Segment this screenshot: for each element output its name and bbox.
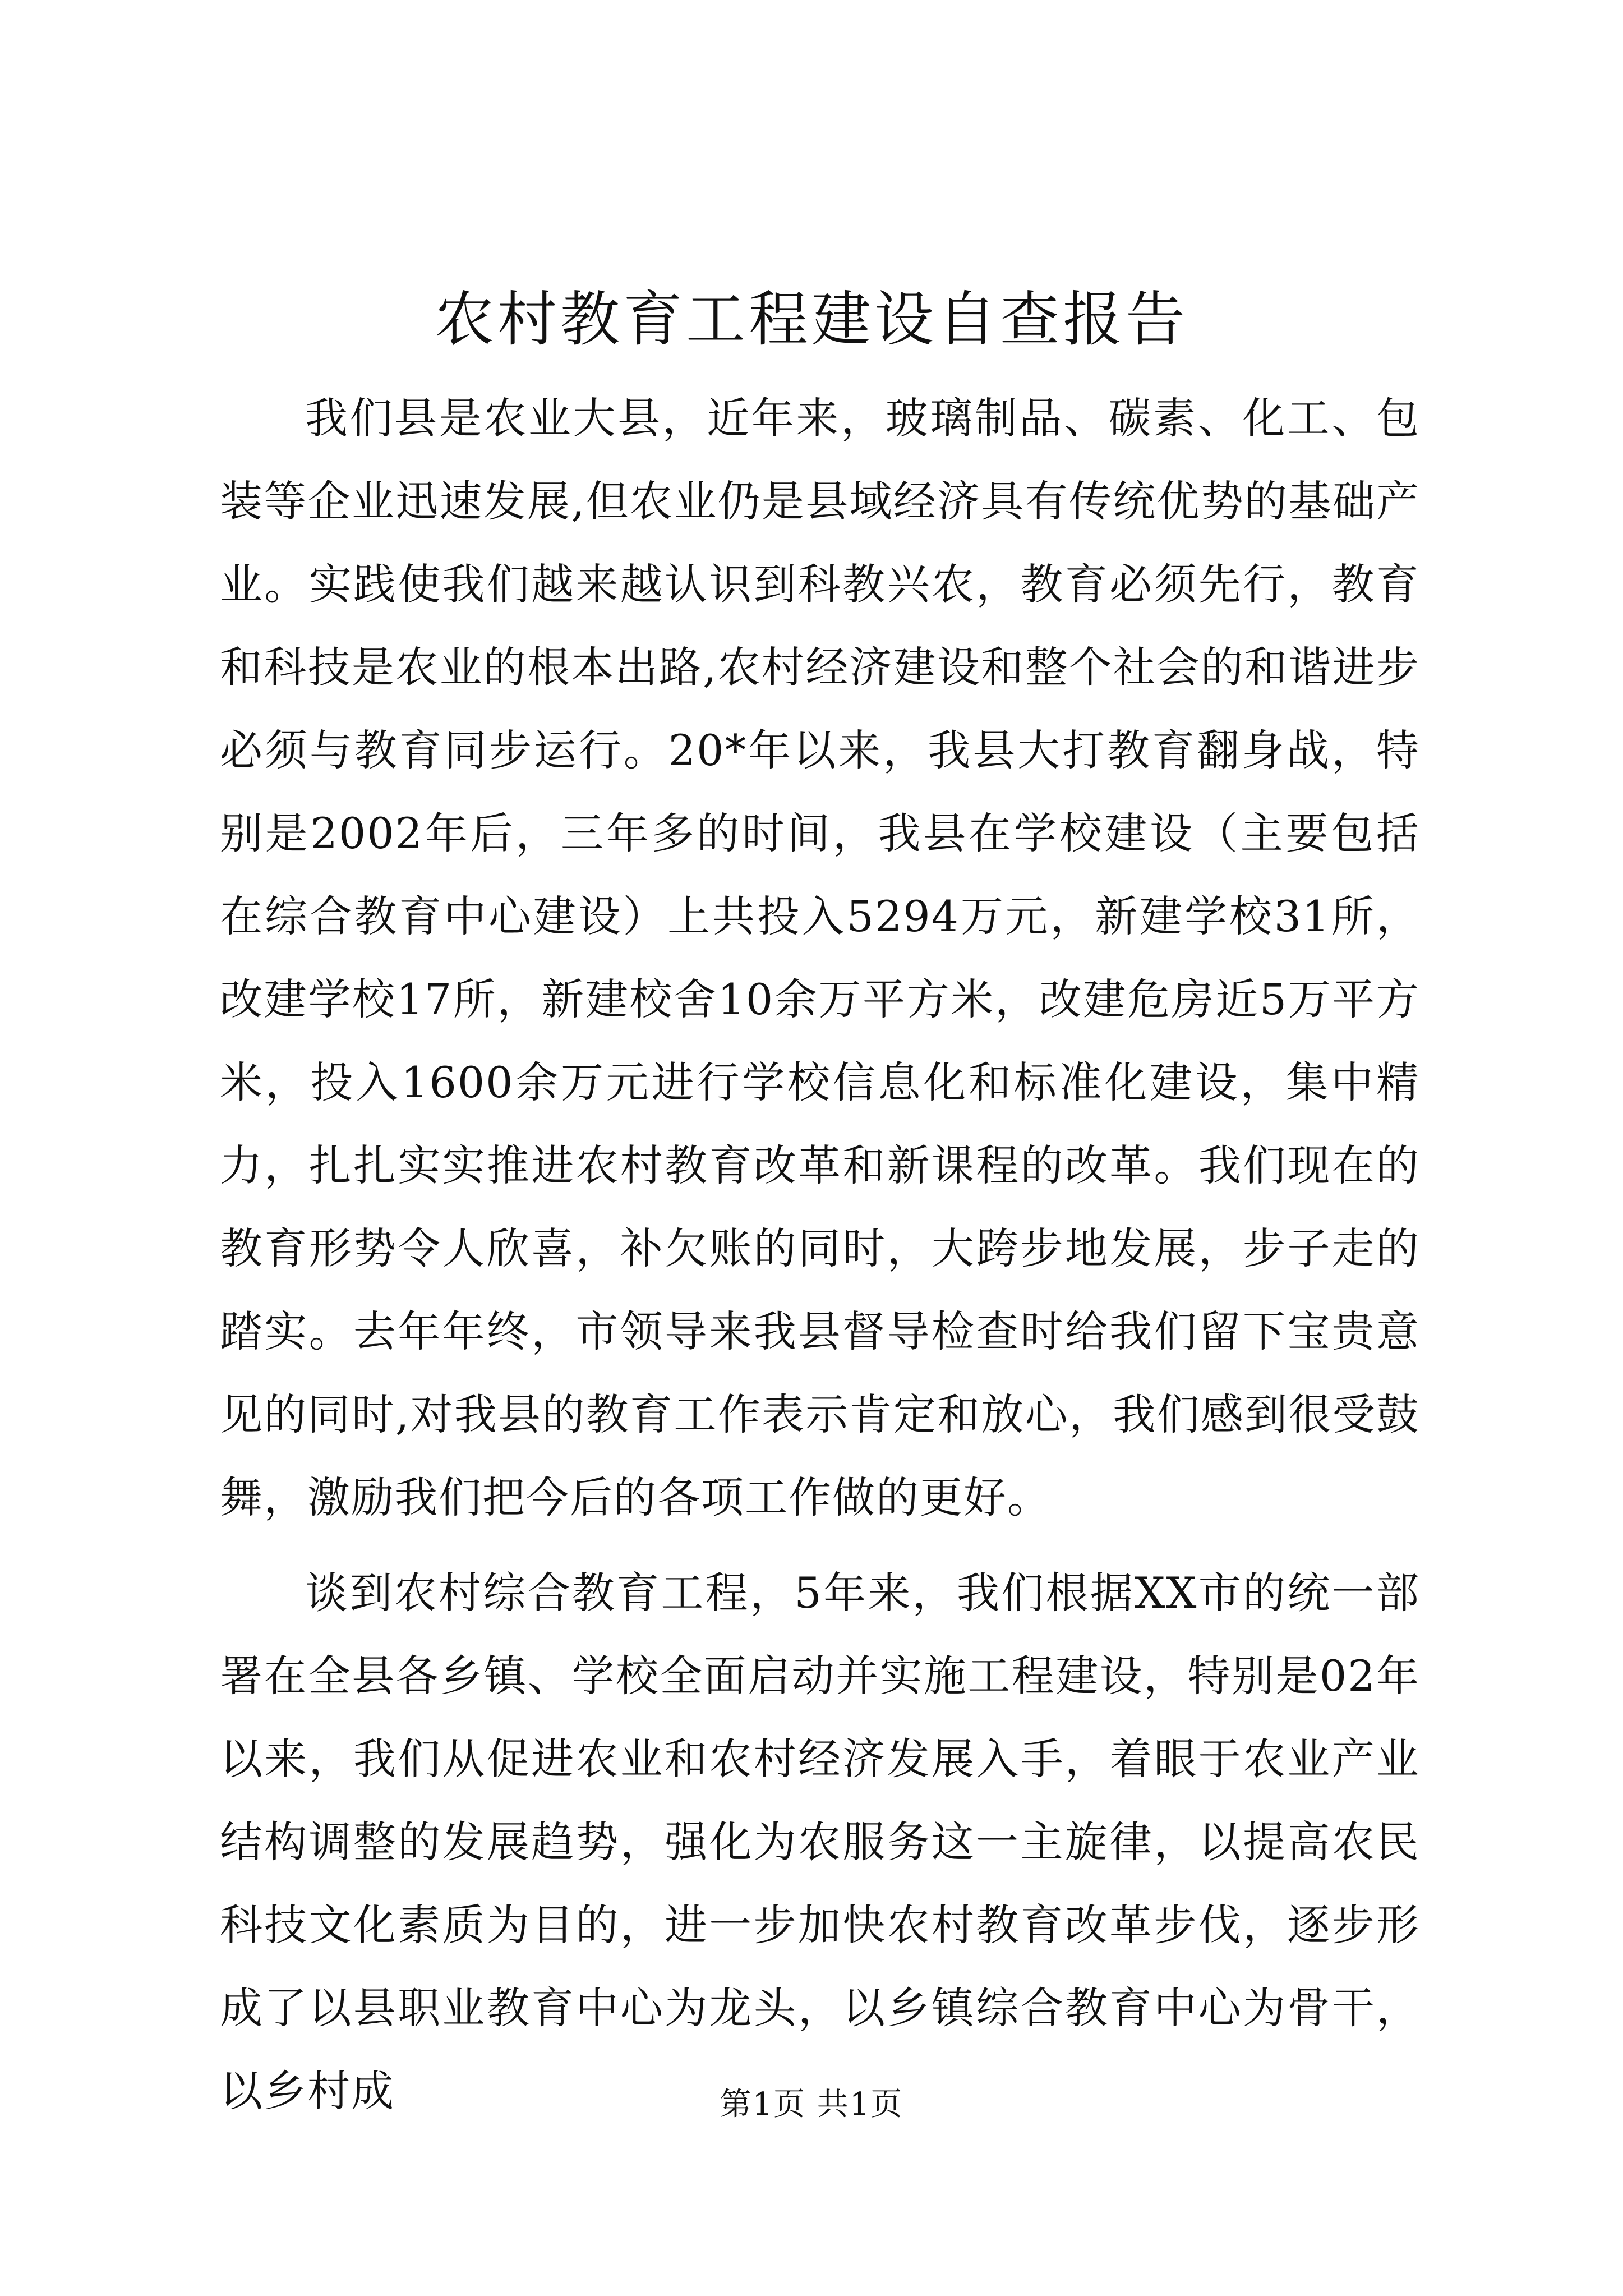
- document-title: 农村教育工程建设自查报告: [435, 285, 1188, 354]
- page-number-footer: 第1页 共1页: [720, 2086, 903, 2123]
- paragraph-2: 谈到农村综合教育工程，5年来，我们根据XX市的统一部署在全县各乡镇、学校全面启动并实施工程建设，特别是02年以来，我们从促进农业和农村经济发展入手，着眼于农业产业结构调整的发展趋势，强化为农服务这一主旋律，以提高农民科技文化素质为目的，进一步加快农村教育改革步伐，逐步形成了以县职业教育中心为龙头，以乡镇综合教育中心为骨干，以乡村成: [220, 1568, 1420, 2116]
- paragraph-1: 我们县是农业大县，近年来，玻璃制品、碳素、化工、包装等企业迅速发展,但农业仍是县域经济具有传统优势的基础产业。实践使我们越来越认识到科教兴农，教育必须先行，教育和科技是农业的根本出路,农村经济建设和整个社会的和谐进步必须与教育同步运行。20*年以来，我县大打教育翻身战，特别是2002年后，三年多的时间，我县在学校建设（主要包括在综合教育中心建设）上共投入5294万元，新建学校31所，改建学校17所，新建校舍10余万平方米，改建危房近5万平方米，投入1600余万元进行学校信息化和标准化建设，集中精力，扎扎实实推进农村教育改革和新课程的改革。我们现在的教育形势令人欣喜，补欠账的同时，大跨步地发展，步子走的踏实。去年年终，市领导来我县督导检查时给我们留下宝贵意见的同时,对我县的教育工作表示肯定和放心，我们感到很受鼓舞，激励我们把今后的各项工作做的更好。: [220, 393, 1420, 1522]
- document-body: [220, 377, 1420, 2133]
